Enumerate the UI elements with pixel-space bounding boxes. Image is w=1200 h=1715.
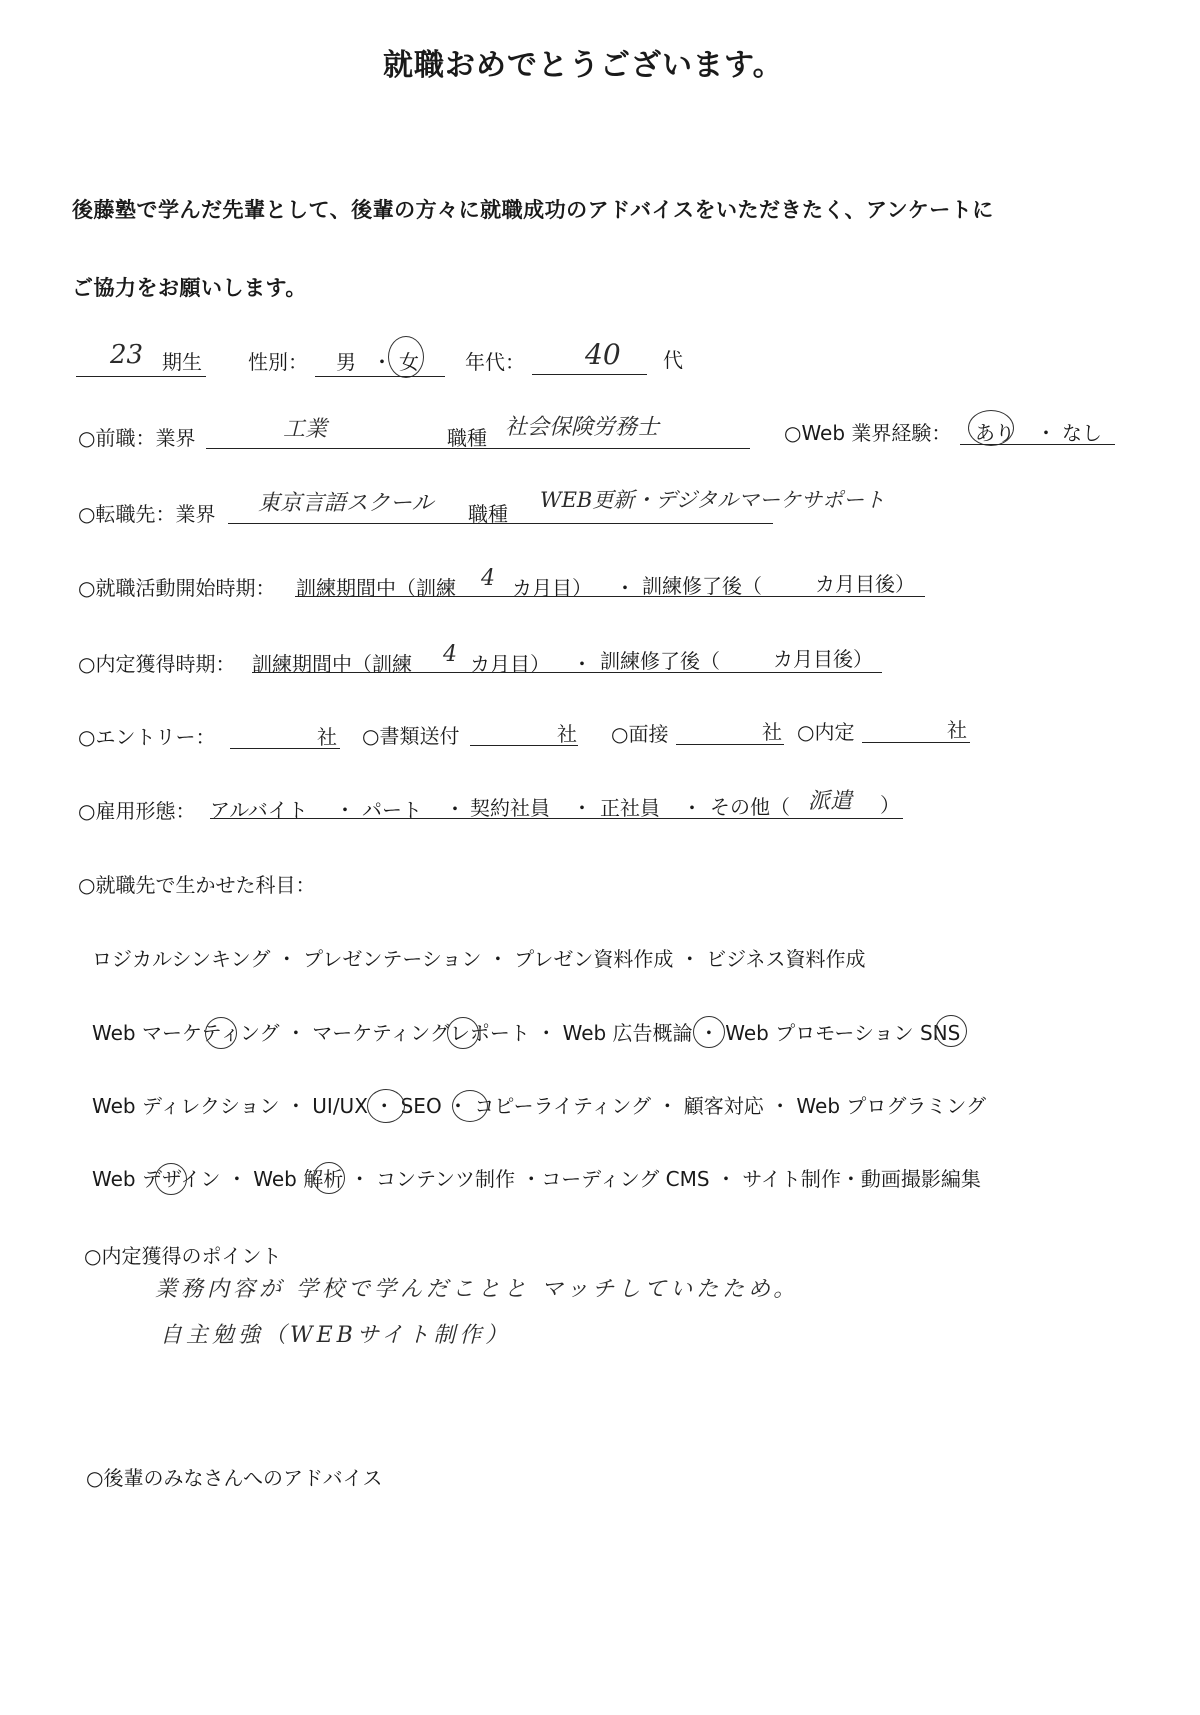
gender-selected-circle — [388, 336, 424, 378]
entry-count-label: ○エントリー： — [78, 725, 216, 749]
intro-line-2: ご協力をお願いします。 — [72, 276, 307, 300]
offer-separator: ・ — [572, 652, 592, 676]
subject-selected-circle — [935, 1015, 967, 1047]
subjects-row-3[interactable]: Web ディレクション ・ UI/UX ・ SEO ・ コピーライティング ・ 顧客対応 ・ Web プログラミング — [92, 1094, 986, 1118]
employment-separator-4: ・ — [682, 796, 702, 820]
subject-selected-circle — [447, 1017, 479, 1049]
previous-job-underline — [206, 448, 750, 449]
web-experience-selected-circle — [968, 410, 1014, 446]
term-underline — [76, 376, 206, 377]
intro-line-1: 後藤塾で学んだ先輩として、後輩の方々に就職成功のアドバイスをいただきたく、アンケートに — [72, 198, 994, 222]
subject-selected-circle — [693, 1016, 725, 1048]
new-job-underline — [228, 523, 773, 524]
employment-close-paren: ） — [880, 793, 900, 817]
term-value[interactable]: 23 — [110, 340, 144, 370]
employment-option-part-time-job[interactable]: アルバイト — [210, 798, 308, 822]
advice-answer-area[interactable] — [86, 1500, 1116, 1680]
interview-count-label: ○面接 — [611, 722, 669, 746]
employment-separator-3: ・ — [572, 796, 592, 820]
employment-underline — [210, 818, 903, 819]
term-label: 期生 — [162, 350, 202, 374]
web-experience-label: ○Web 業界経験： — [784, 421, 952, 445]
offer-points-label: ○内定獲得のポイント — [84, 1244, 282, 1268]
page-title: 就職おめでとうございます。 — [383, 48, 784, 83]
offer-time-label: ○内定獲得時期： — [78, 652, 236, 676]
new-type-value[interactable]: WEB更新・デジタルマーケサポート — [540, 488, 886, 512]
gender-label: 性別： — [248, 350, 308, 374]
gender-option-male[interactable]: 男 — [336, 350, 356, 374]
subjects-row-4[interactable]: Web デザイン ・ Web 解析 ・ コンテンツ制作 ・コーディング CMS ・ サイト制作・動画撮影編集 — [92, 1167, 981, 1191]
documents-count-field[interactable] — [470, 745, 578, 746]
offer-count-label: ○内定 — [797, 720, 855, 744]
new-type-label: 職種 — [468, 502, 508, 526]
documents-count-label: ○書類送付 — [362, 724, 460, 748]
age-label: 年代： — [465, 350, 525, 374]
entry-count-unit: 社 — [317, 725, 337, 749]
job-hunt-separator: ・ — [615, 576, 635, 600]
web-experience-underline — [960, 444, 1115, 445]
age-suffix: 代 — [663, 348, 683, 372]
offer-time-underline — [252, 672, 882, 673]
employment-option-part-time[interactable]: パート — [362, 798, 422, 822]
previous-type-value[interactable]: 社会保険労務士 — [505, 415, 660, 440]
job-hunt-start-label: ○就職活動開始時期： — [78, 576, 276, 600]
entry-count-field[interactable] — [230, 748, 340, 749]
subjects-row-1[interactable]: ロジカルシンキング ・ プレゼンテーション ・ プレゼン資料作成 ・ ビジネス資料作成 — [92, 947, 866, 971]
subjects-row-2[interactable]: Web マーケティング ・ マーケティングレポート ・ Web 広告概論 ・ Web プロモーション SNS — [92, 1021, 961, 1045]
subjects-label: ○就職先で生かせた科目： — [78, 873, 316, 897]
previous-industry-value[interactable]: 工業 — [283, 417, 328, 442]
job-hunt-during-suffix: カ月目） — [512, 576, 592, 600]
offer-count-field[interactable] — [862, 742, 970, 743]
offer-count-unit: 社 — [947, 718, 967, 742]
web-experience-option-no[interactable]: なし — [1062, 421, 1102, 445]
offer-during-month[interactable]: 4 — [443, 642, 457, 667]
subject-selected-circle — [452, 1090, 488, 1122]
employment-separator-1: ・ — [335, 798, 355, 822]
new-industry-value[interactable]: 東京言語スクール — [258, 491, 434, 516]
offer-points-answer-line-1[interactable]: 業務内容が 学校で学んだことと マッチしていたため。 — [155, 1277, 800, 1302]
job-hunt-during-month[interactable]: 4 — [481, 566, 495, 591]
employment-separator-2: ・ — [445, 797, 465, 821]
offer-during-text: 訓練期間中（訓練 — [252, 652, 412, 676]
age-underline — [532, 374, 647, 375]
age-value[interactable]: 40 — [585, 338, 621, 371]
employment-option-contract[interactable]: 契約社員 — [470, 796, 550, 820]
previous-type-label: 職種 — [447, 426, 487, 450]
web-experience-separator: ・ — [1036, 421, 1056, 445]
subject-selected-circle — [367, 1089, 405, 1123]
advice-label: ○後輩のみなさんへのアドバイス — [86, 1466, 383, 1490]
interview-count-field[interactable] — [676, 744, 784, 745]
gender-option-female[interactable]: 女 — [399, 350, 419, 374]
new-industry-label: ○転職先：業界 — [78, 502, 216, 526]
employment-other-value[interactable]: 派遣 — [808, 789, 853, 814]
subject-selected-circle — [155, 1163, 187, 1195]
employment-option-fulltime[interactable]: 正社員 — [600, 796, 660, 820]
interview-count-unit: 社 — [762, 720, 782, 744]
gender-underline — [315, 376, 445, 377]
subject-selected-circle — [313, 1162, 345, 1194]
documents-count-unit: 社 — [557, 722, 577, 746]
employment-label: ○雇用形態： — [78, 799, 196, 823]
web-experience-option-yes[interactable]: あり — [975, 421, 1015, 445]
offer-points-answer-line-2[interactable]: 自主勉強（WEBサイト制作） — [160, 1323, 512, 1348]
previous-industry-label: ○前職：業界 — [78, 426, 196, 450]
offer-after-suffix: カ月目後） — [773, 647, 873, 671]
employment-option-other[interactable]: その他（ — [710, 795, 790, 819]
job-hunt-after-text: 訓練修了後（ — [642, 574, 762, 598]
offer-during-suffix: カ月目） — [470, 652, 550, 676]
job-hunt-during-text: 訓練期間中（訓練 — [296, 576, 456, 600]
gender-separator: ・ — [372, 350, 392, 374]
job-hunt-underline — [295, 596, 925, 597]
job-hunt-after-suffix: カ月目後） — [815, 572, 915, 596]
subject-selected-circle — [205, 1017, 237, 1049]
offer-after-text: 訓練修了後（ — [600, 649, 720, 673]
